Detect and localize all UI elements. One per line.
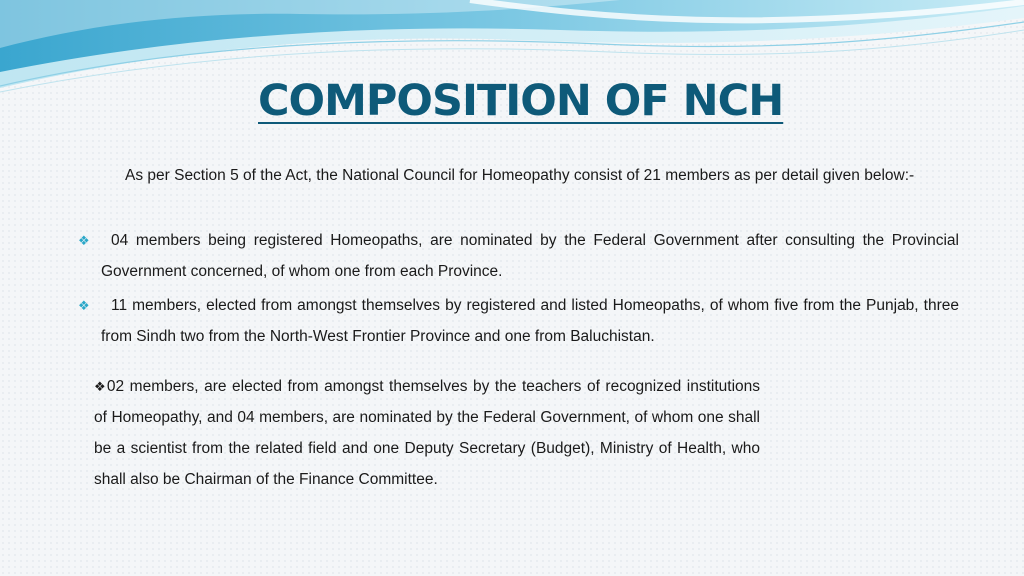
page-title: COMPOSITION OF NCH xyxy=(258,76,784,126)
diamond-bullet-icon: ❖ xyxy=(78,298,90,313)
list-item xyxy=(78,225,959,287)
diamond-bullet-icon: ❖ xyxy=(94,379,107,394)
list-item-text: 11 members, elected from amongst themselves by registered and listed Homeopaths, of whom five from the Punjab, three from Sindh two from the North-West Frontier Province and one from Baluchistan. xyxy=(101,297,959,345)
diamond-bullet-icon: ❖ xyxy=(78,233,90,248)
text-box-content: 02 members, are elected from amongst themselves by the teachers of recognized institutions of Homeopathy, and 04 members, are nominated by the Federal Government, of whom one shall be a scientist from the related field and one Deputy Secretary (Budget), Ministry of Health, who shall also be Chairman of the Finance Committee. xyxy=(94,378,761,488)
list-item xyxy=(78,290,959,352)
list-item-text: 04 members being registered Homeopaths, are nominated by the Federal Government after consulting the Provincial Government concerned, of whom one from each Province. xyxy=(101,232,959,280)
text-box xyxy=(94,371,760,495)
intro-paragraph: As per Section 5 of the Act, the National Council for Homeopathy consist of 21 members as per detail given below:- xyxy=(125,167,915,184)
